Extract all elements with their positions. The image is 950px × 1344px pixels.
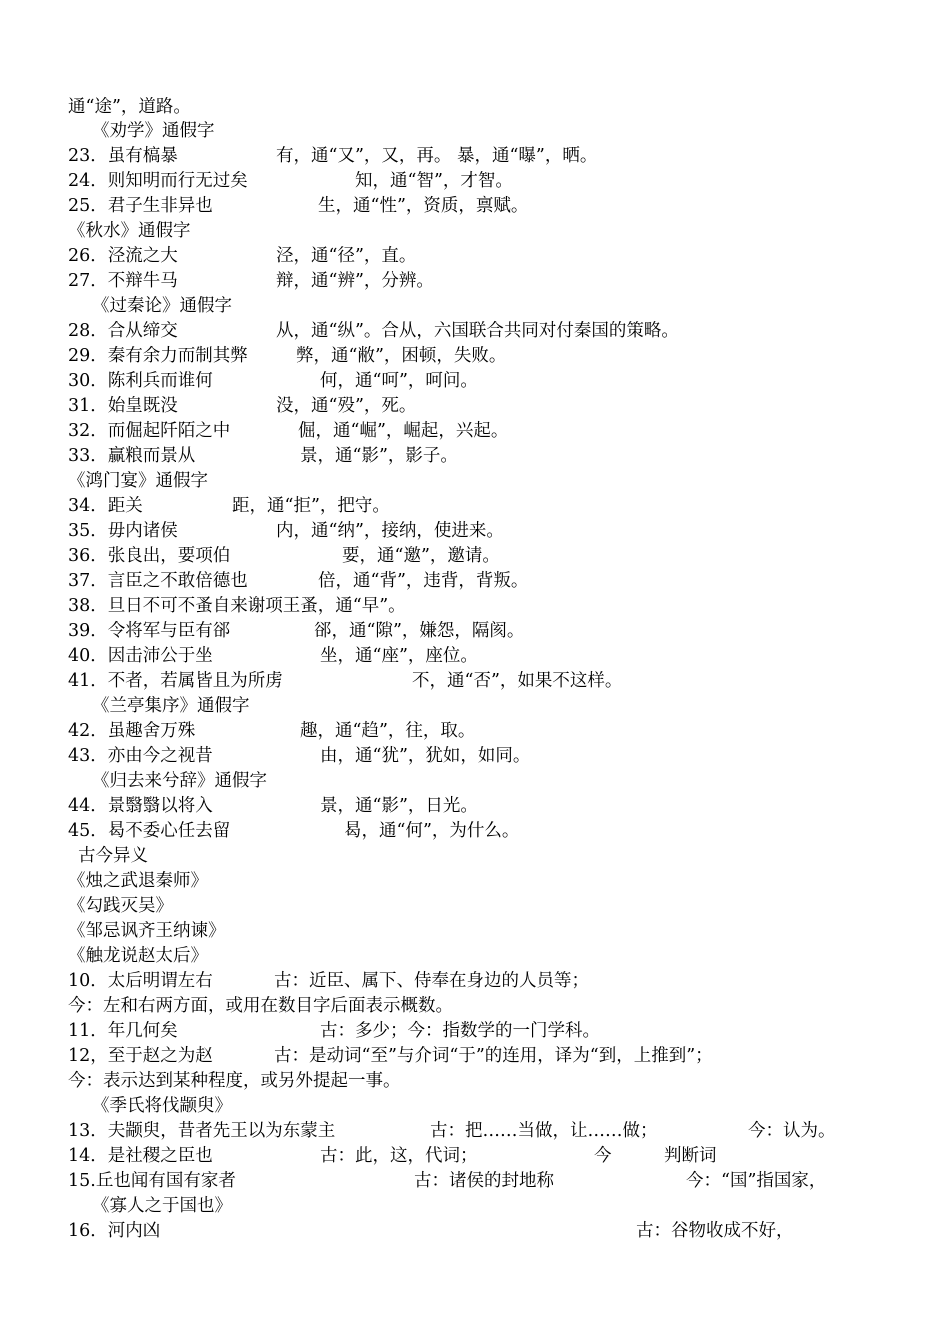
line-gloss: 泾，通“径”，直。: [276, 246, 417, 266]
line-text: 《勾践灭吴》: [68, 896, 173, 916]
line-text: 10．太后明谓左右: [68, 971, 213, 991]
text-line: [0, 468, 950, 494]
text-line: [0, 768, 950, 794]
line-text: 41．不者，若属皆且为所虏: [68, 671, 283, 691]
line-text: 《兰亭集序》通假字: [92, 696, 250, 716]
text-line: [0, 293, 950, 319]
line-text: 今：左和右两方面，或用在数目字后面表示概数。: [68, 996, 453, 1016]
text-line: [0, 343, 950, 369]
text-line: [0, 968, 950, 994]
text-line: [0, 418, 950, 444]
line-gloss: 今：认为。: [748, 1121, 836, 1141]
line-gloss: 何，通“呵”，呵问。: [320, 371, 478, 391]
text-line: [0, 218, 950, 244]
line-gloss: 由，通“犹”，犹如，如同。: [320, 746, 531, 766]
line-gloss: 不，通“否”，如果不这样。: [412, 671, 623, 691]
text-line: [0, 368, 950, 394]
text-line: [0, 893, 950, 919]
line-text: 25．君子生非异也: [68, 196, 213, 216]
line-text: 27．不辩牛马: [68, 271, 178, 291]
line-text: 38．旦日不可不蚤自来谢项王蚤，通“早”。: [68, 596, 406, 616]
line-text: 《过秦论》通假字: [92, 296, 232, 316]
line-text: 43．亦由今之视昔: [68, 746, 213, 766]
line-text: 39．令将军与臣有郤: [68, 621, 231, 641]
line-gloss: 古：把……当做，让……做；: [430, 1121, 658, 1141]
line-text: 《寡人之于国也》: [92, 1196, 232, 1216]
line-text: 33．赢粮而景从: [68, 446, 196, 466]
text-line: [0, 193, 950, 219]
line-gloss: 今: [594, 1146, 612, 1166]
line-text: 今：表示达到某种程度，或另外提起一事。: [68, 1071, 401, 1091]
line-text: 42．虽趣舍万殊: [68, 721, 196, 741]
text-line: [0, 618, 950, 644]
text-line: [0, 1018, 950, 1044]
line-text: 35．毋内诸侯: [68, 521, 178, 541]
line-text: 《季氏将伐颛臾》: [92, 1096, 232, 1116]
line-text: 16．河内凶: [68, 1221, 161, 1241]
text-line: [0, 168, 950, 194]
line-text: 《邹忌讽齐王纳谏》: [68, 921, 226, 941]
line-text: 23．虽有槁暴: [68, 146, 178, 166]
text-line: [0, 118, 950, 144]
line-text: 《归去来兮辞》通假字: [92, 771, 267, 791]
text-line: [0, 1193, 950, 1219]
line-gloss: 距，通“拒”，把守。: [232, 496, 390, 516]
text-line: [0, 268, 950, 294]
text-line: [0, 1118, 950, 1144]
line-gloss: 生，通“性”，资质，禀赋。: [318, 196, 529, 216]
text-line: [0, 1218, 950, 1244]
line-gloss: 内，通“纳”，接纳，使进来。: [276, 521, 504, 541]
text-line: [0, 1068, 950, 1094]
line-text: 44．景翳翳以将入: [68, 796, 213, 816]
text-line: [0, 318, 950, 344]
line-gloss: 古：诸侯的封地称: [414, 1171, 554, 1191]
line-text: 36．张良出，要项伯: [68, 546, 231, 566]
line-text: 30．陈利兵而谁何: [68, 371, 213, 391]
line-text: 32．而倔起阡陌之中: [68, 421, 231, 441]
line-gloss: 倍，通“背”，违背，背叛。: [318, 571, 529, 591]
line-text: 《劝学》通假字: [92, 121, 215, 141]
line-text: 12，至于赵之为赵: [68, 1046, 213, 1066]
line-gloss: 坐，通“座”，座位。: [320, 646, 478, 666]
line-text: 24．则知明而行无过矣: [68, 171, 248, 191]
text-line: [0, 593, 950, 619]
line-gloss: 趣，通“趋”，往，取。: [300, 721, 476, 741]
text-line: [0, 793, 950, 819]
line-gloss: 古：是动词“至”与介词“于”的连用，译为“到，上推到”；: [274, 1046, 713, 1066]
line-gloss: 古：近臣、属下、侍奉在身边的人员等；: [274, 971, 589, 991]
line-gloss: 古：多少；今：指数学的一门学科。: [320, 1021, 600, 1041]
line-gloss: 古：谷物收成不好，: [636, 1221, 794, 1241]
text-line: [0, 493, 950, 519]
line-text: 古今异义: [78, 846, 148, 866]
line-gloss: 倔，通“崛”，崛起，兴起。: [298, 421, 509, 441]
line-gloss: 从，通“纵”。合从，六国联合共同对付秦国的策略。: [276, 321, 679, 341]
text-line: [0, 918, 950, 944]
line-gloss: 要，通“邀”，邀请。: [342, 546, 500, 566]
text-line: [0, 568, 950, 594]
text-line: [0, 1143, 950, 1169]
text-line: [0, 94, 950, 120]
text-line: [0, 443, 950, 469]
text-line: [0, 143, 950, 169]
line-text: 《鸿门宴》通假字: [68, 471, 208, 491]
text-line: [0, 643, 950, 669]
text-line: [0, 843, 950, 869]
line-text: 14．是社稷之臣也: [68, 1146, 213, 1166]
text-line: [0, 993, 950, 1019]
text-line: [0, 518, 950, 544]
text-line: [0, 543, 950, 569]
line-gloss: 有，通“又”，又，再。 暴，通“曝”，晒。: [276, 146, 598, 166]
text-line: [0, 693, 950, 719]
line-text: 26．泾流之大: [68, 246, 178, 266]
line-gloss: 今：“国”指国家，: [686, 1171, 827, 1191]
line-text: 《烛之武退秦师》: [68, 871, 208, 891]
line-text: 11．年几何矣: [68, 1021, 178, 1041]
text-line: [0, 1168, 950, 1194]
line-text: 45．曷不委心任去留: [68, 821, 231, 841]
line-gloss: 判断词: [664, 1146, 717, 1166]
text-line: [0, 818, 950, 844]
line-gloss: 弊，通“敝”，困顿，失败。: [296, 346, 507, 366]
line-text: 通“途”，道路。: [68, 97, 191, 117]
text-line: [0, 718, 950, 744]
line-gloss: 曷，通“何”，为什么。: [344, 821, 520, 841]
line-gloss: 古：此，这，代词；: [320, 1146, 478, 1166]
line-text: 31．始皇既没: [68, 396, 178, 416]
line-text: 《触龙说赵太后》: [68, 946, 208, 966]
line-text: 37．言臣之不敢倍德也: [68, 571, 248, 591]
line-gloss: 郤，通“隙”，嫌怨，隔阂。: [314, 621, 525, 641]
text-line: [0, 868, 950, 894]
line-gloss: 景，通“影”，影子。: [300, 446, 458, 466]
text-line: [0, 1093, 950, 1119]
text-line: [0, 393, 950, 419]
text-line: [0, 943, 950, 969]
line-text: 29．秦有余力而制其弊: [68, 346, 248, 366]
line-text: 34．距关: [68, 496, 143, 516]
text-line: [0, 743, 950, 769]
text-line: [0, 668, 950, 694]
line-text: 15.丘也闻有国有家者: [68, 1171, 236, 1191]
line-text: 13．夫颛臾，昔者先王以为东蒙主: [68, 1121, 336, 1141]
line-text: 《秋水》通假字: [68, 221, 191, 241]
line-text: 40．因击沛公于坐: [68, 646, 213, 666]
line-gloss: 景，通“影”，日光。: [320, 796, 478, 816]
line-text: 28．合从缔交: [68, 321, 178, 341]
text-line: [0, 1043, 950, 1069]
line-gloss: 没，通“殁”，死。: [276, 396, 417, 416]
line-gloss: 辩，通“辨”，分辨。: [276, 271, 434, 291]
text-line: [0, 243, 950, 269]
line-gloss: 知，通“智”，才智。: [355, 171, 513, 191]
